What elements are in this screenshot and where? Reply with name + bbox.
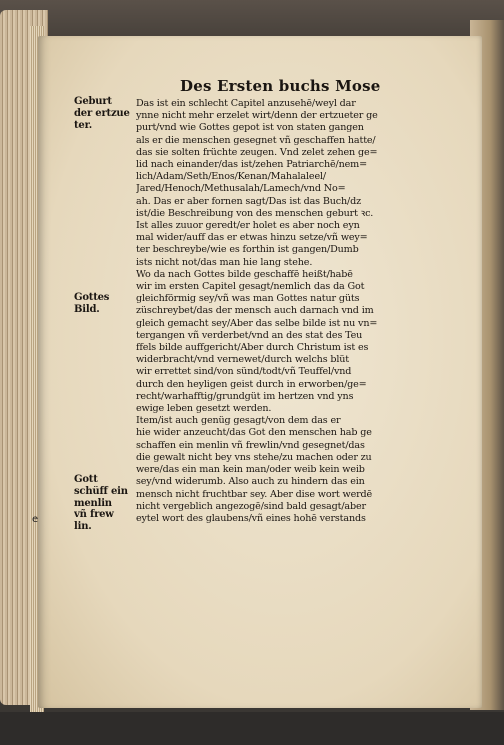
text-line: mensch nicht fruchtbar sey. Aber dise wort werdē — [136, 488, 373, 500]
margin-note-line: schüff ein — [74, 485, 128, 497]
margin-note-menlin — [74, 474, 136, 533]
text-line: wir im ersten Capitel gesagt/nemlich das da Got — [136, 281, 365, 293]
margin-note-line: der ertzue — [74, 107, 130, 119]
text-line: die gewalt nicht bey vns stehe/zu machen oder zu — [136, 451, 372, 463]
page-edge-mark: e — [32, 514, 39, 525]
paragraph-2 — [136, 269, 446, 415]
text-line: Das ist ein schlecht Capitel anzusehē/weyl dar — [136, 98, 356, 109]
text-line: were/das ein man kein man/oder weib kein weib — [136, 464, 365, 476]
text-line: ter beschreybe/wie es forthin ist gangen/Dumb — [136, 244, 359, 256]
body-text — [136, 98, 446, 525]
text-line: eytel wort des glaubens/vñ eines hohē verstands — [136, 512, 366, 524]
running-head-title: Des Ersten buchs Mose — [180, 77, 381, 95]
margin-note-line: Geburt — [74, 96, 112, 107]
text-line: das sie solten früchte zeugen. Vnd zelet zehen ge= — [136, 146, 378, 158]
text-line: tergangen vñ verderbet/vnd an des stat des Teu — [136, 329, 363, 341]
margin-note-line: Gottes — [74, 292, 110, 303]
text-line: sey/vnd widerumb. Also auch zu hindern das ein — [136, 476, 365, 488]
margin-note-line: Bild. — [74, 303, 100, 315]
text-line: gleich gemacht sey/Aber das selbe bilde ist nu vn= — [136, 317, 378, 329]
text-line: ist/die Beschreibung von des menschen geburt ꝛc. — [136, 207, 374, 219]
margin-note-line: ter. — [74, 119, 93, 131]
text-line: lich/Adam/Seth/Enos/Kenan/Mahalaleel/ — [136, 171, 326, 183]
margin-note-geburt — [74, 96, 136, 131]
text-line: ah. Das er aber fornen sagt/Das ist das Buch/dz — [136, 195, 362, 207]
text-line: als er die menschen gesegnet vñ geschaffen hatte/ — [136, 134, 376, 146]
text-line: widerbracht/vnd vernewet/durch welchs blüt — [136, 354, 350, 366]
text-line: gleichförmig sey/vñ was man Gottes natur güts — [136, 293, 360, 305]
paragraph-1 — [136, 98, 446, 269]
margin-note-gottes-bild — [74, 292, 136, 316]
text-line: recht/warhafftig/grundgüt im hertzen vnd yns — [136, 390, 354, 402]
text-line: nicht vergeblich angezogē/sind bald gesagt/aber — [136, 500, 366, 512]
text-line: Jared/Henoch/Methusalah/Lamech/vnd No= — [136, 183, 346, 195]
margin-note-line: Gott — [74, 474, 98, 485]
margin-note-line: menlin — [74, 497, 112, 509]
text-line: hie wider anzeucht/das Got den menschen hab ge — [136, 427, 372, 439]
text-line: ists nicht not/das man hie lang stehe. — [136, 256, 313, 268]
text-line: Item/ist auch genüg gesagt/von dem das er — [136, 415, 341, 427]
text-line: purt/vnd wie Gottes gepot ist von staten gangen — [136, 122, 364, 134]
margin-note-line: vñ frew — [74, 509, 114, 521]
text-line: Ist alles zuuor geredt/er holet es aber noch eyn — [136, 220, 360, 232]
background-bottom — [0, 712, 504, 745]
text-line: durch den heyligen geist durch in erworben/ge= — [136, 378, 367, 390]
text-line: ffels bilde auffgericht/Aber durch Christum ist es — [136, 342, 369, 354]
text-line: mal wider/auff das er etwas hinzu setze/vñ wey= — [136, 232, 368, 244]
margin-note-line: lin. — [74, 521, 92, 533]
paragraph-3 — [136, 415, 446, 525]
text-line: ewige leben gesetzt werden. — [136, 403, 272, 415]
text-line: Wo da nach Gottes bilde geschaffē heißt/habē — [136, 268, 353, 280]
text-line: lid nach einander/das ist/zehen Patriarchē/nem= — [136, 159, 367, 171]
text-line: züschreybet/das der mensch auch darnach vnd im — [136, 305, 374, 317]
text-line: wir errettet sind/von sünd/todt/vñ Teuffel/vnd — [136, 366, 352, 378]
text-line: ynne nicht mehr erzelet wirt/denn der ertzueter ge — [136, 110, 378, 122]
text-line: schaffen ein menlin vñ frewlin/vnd gesegnet/das — [136, 439, 365, 451]
